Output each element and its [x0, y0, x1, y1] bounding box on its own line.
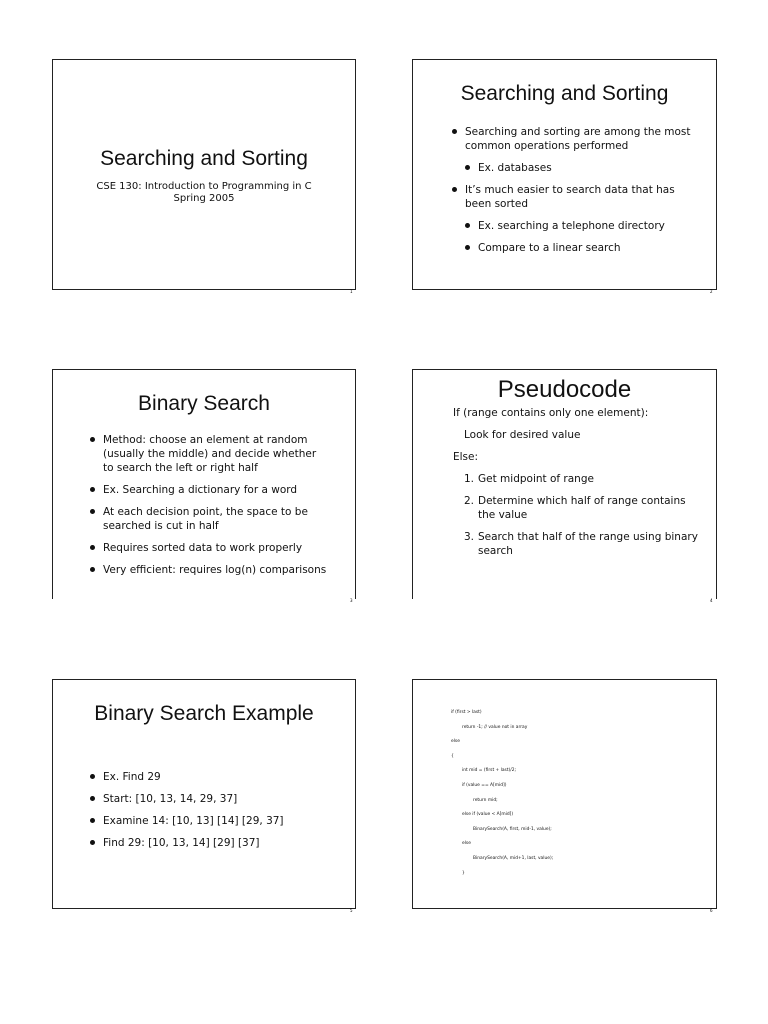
bullet-item: Ex. Find 29	[89, 770, 339, 784]
code-line: }	[462, 870, 465, 876]
bullet-item: At each decision point, the space to be searched is cut in half	[89, 505, 329, 533]
slide-subtitle-course: CSE 130: Introduction to Programming in C	[96, 181, 312, 192]
step-text: Determine which half of range contains the value	[478, 495, 686, 521]
slide-6	[412, 679, 717, 909]
bullet-item: Ex. Searching a dictionary for a word	[89, 483, 329, 497]
pseudocode-step	[453, 530, 702, 558]
slide-title: Binary Search Example	[94, 702, 314, 725]
code-line: else if (value < A[mid])	[462, 812, 514, 818]
slide-number: 1	[350, 289, 353, 294]
slide-title: Searching and Sorting	[460, 82, 669, 105]
bullet-subitem: Ex. databases	[464, 161, 701, 175]
bullet-item: Find 29: [10, 13, 14] [29] [37]	[89, 836, 339, 850]
bullet-list	[451, 125, 701, 263]
step-text: Search that half of the range using binary search	[478, 531, 698, 557]
bullet-item: Very efficient: requires log(n) comparisons	[89, 563, 329, 577]
slide-1	[52, 59, 356, 290]
step-number: 3.	[464, 531, 475, 543]
bullet-subitem: Ex. searching a telephone directory	[464, 219, 701, 233]
bullet-item: Searching and sorting are among the most common operations performed	[451, 125, 701, 153]
slide-number: 5	[350, 908, 353, 913]
pseudocode-step	[453, 494, 694, 522]
code-line: else	[462, 841, 471, 847]
code-line: if (value == A[mid])	[462, 782, 507, 788]
slide-title: Searching and Sorting	[100, 147, 308, 170]
slide-title: Binary Search	[138, 392, 270, 415]
step-number: 2.	[464, 495, 475, 507]
code-line: BinarySearch(A, mid+1, last, value);	[473, 855, 554, 861]
code-line: BinarySearch(A, first, mid-1, value);	[473, 826, 552, 832]
pseudocode-block	[453, 406, 702, 566]
slide-number: 3	[350, 598, 353, 603]
slide-4	[412, 369, 717, 599]
slide-5	[52, 679, 356, 909]
bullet-list	[89, 770, 339, 858]
step-text: Get midpoint of range	[478, 473, 594, 485]
pseudocode-line: Look for desired value	[464, 429, 581, 441]
pseudocode-line: Else:	[453, 451, 479, 463]
code-line: else	[451, 739, 460, 745]
bullet-list	[89, 433, 329, 585]
slide-3	[52, 369, 356, 599]
bullet-item: Requires sorted data to work properly	[89, 541, 329, 555]
slide-number: 4	[710, 598, 713, 603]
pseudocode-step	[453, 472, 702, 486]
bullet-item: Method: choose an element at random (usually the middle) and decide whether to search the left or right half	[89, 433, 329, 475]
code-line: {	[451, 753, 454, 759]
code-line: int mid = (first + last)/2;	[462, 768, 517, 774]
slide-number: 6	[710, 908, 713, 913]
slide-title: Pseudocode	[497, 376, 632, 403]
slide-subtitle-term: Spring 2005	[173, 193, 235, 204]
step-number: 1.	[464, 473, 475, 485]
bullet-subitem: Compare to a linear search	[464, 241, 701, 255]
code-line: return -1; // value not in array	[462, 724, 528, 730]
slide-2	[412, 59, 717, 290]
bullet-item: Start: [10, 13, 14, 29, 37]	[89, 792, 339, 806]
code-line: if (first > last)	[451, 710, 482, 715]
code-block	[451, 710, 553, 885]
bullet-item: Examine 14: [10, 13] [14] [29, 37]	[89, 814, 339, 828]
bullet-item: It’s much easier to search data that has been sorted	[451, 183, 701, 211]
pseudocode-line: If (range contains only one element):	[453, 407, 649, 419]
slide-number: 2	[710, 289, 713, 294]
code-line: return mid;	[473, 797, 498, 803]
